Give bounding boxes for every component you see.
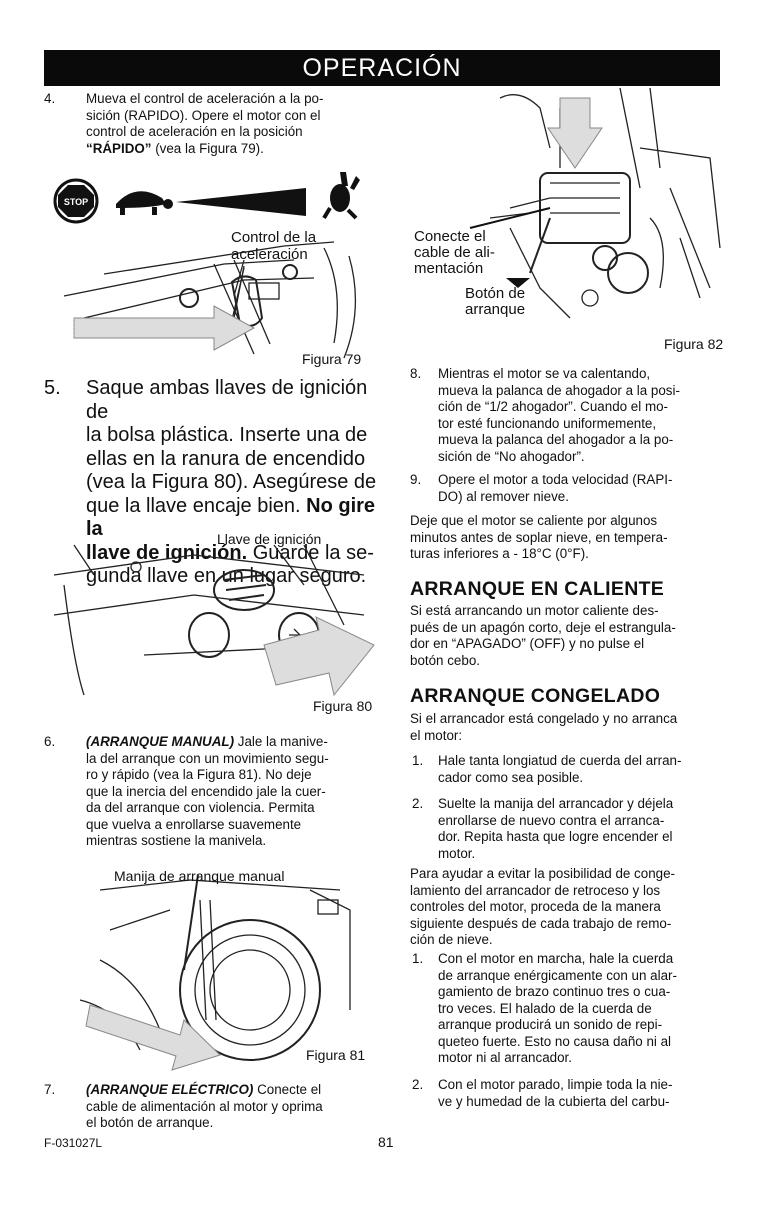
figure-79-label: Control de la aceleración <box>231 229 317 263</box>
stop-icon <box>55 180 97 222</box>
step-9-number: 9. <box>410 472 422 487</box>
figure-79-caption: Figura 79 <box>302 351 362 367</box>
figure-82-label-start-button: Botón de arranque <box>465 285 526 318</box>
hot-start-paragraph: Si está arrancando un motor caliente des- pués de un apagón corto, deje el estrangula- dor en “APAGADO” (OFF) y no pulse el botón cebo. <box>410 603 676 668</box>
page-number: 81 <box>378 1134 394 1150</box>
step-8-number: 8. <box>410 366 422 381</box>
step-7-text: (ARRANQUE ELÉCTRICO) Conecte el cable de alimentación al motor y oprima el botón de arranque. <box>86 1082 323 1130</box>
figure-82-label-power-cord: Conecte el cable de ali- mentación <box>414 228 495 277</box>
speed-wedge-icon <box>176 188 306 216</box>
prevent-step-1-text: Con el motor en marcha, hale la cuerda de arranque enérgicamente con un alar- gamiento de brazo continuo tres o cua- tro veces. El halado de la cuerda de arranque producirá un sonido de repi- queteo fuerte. Esto no causa daño ni al motor ni al arrancador. <box>438 951 677 1065</box>
frozen-start-heading: ARRANQUE CONGELADO <box>410 685 661 707</box>
step-4-number: 4. <box>44 91 56 106</box>
step-5-text: Saque ambas llaves de ignición de la bolsa plástica. Inserte una de ellas en la ranura de encendido (vea la Figura 80). Asegúrese de que la llave encaje bien. No gire la llave de ignición. Guarde la se- gunda llave en un lugar seguro. <box>86 377 377 587</box>
frozen-step-1-number: 1. <box>412 753 424 768</box>
hot-start-heading: ARRANQUE EN CALIENTE <box>410 578 665 600</box>
document-code: F-031027L <box>44 1136 103 1150</box>
turtle-icon <box>116 191 173 215</box>
prevent-step-2-text: Con el motor parado, limpie toda la nie- ve y humedad de la cubierta del carbu- <box>438 1077 673 1109</box>
svg-text:STOP: STOP <box>63 197 89 207</box>
figure-81-caption: Figura 81 <box>306 1047 366 1063</box>
figure-80-caption: Figura 80 <box>313 698 373 714</box>
figure-81-label: Manija de arranque manual <box>114 868 285 884</box>
figure-82-illustration <box>410 88 730 340</box>
frozen-step-1-text: Hale tanta longiatud de cuerda del arran- cador como sea posible. <box>438 753 682 785</box>
prevent-step-1-number: 1. <box>412 951 424 966</box>
prevent-step-2-number: 2. <box>412 1077 424 1092</box>
step-5-number: 5. <box>44 377 61 399</box>
step-6-number: 6. <box>44 734 56 749</box>
figure-81-illustration <box>80 870 380 1070</box>
step-4-text: Mueva el control de aceleración a la po- sición (RAPIDO). Opere el motor con el control de aceleración en la posición “RÁPIDO” (vea la Figura 79). <box>86 91 324 156</box>
step-8-text: Mientras el motor se va calentando, mueva la palanca de ahogador a la posi- ción de “1/2 ahogador”. Cuando el mo- tor esté funcionando uniformemente, mueva la palanca del ahogador a la po- sición de “No ahogador”. <box>438 366 680 464</box>
figure-80-label: Llave de ignición <box>217 531 322 547</box>
figure-82-caption: Figura 82 <box>664 336 724 352</box>
step-9-text: Opere el motor a toda velocidad (RAPI- DO) al remover nieve. <box>438 472 673 504</box>
figure-79-illustration <box>44 168 384 373</box>
step-6-text: (ARRANQUE MANUAL) Jale la manive- la del arranque con un movimiento segu- ro y rápido (vea la Figura 81). No deje que la inercia del encendido jale la cuer- da del arranque con violencia. Permita que vuelva a enrollarse suavemente mientras sostiene la manivela. <box>86 734 329 848</box>
section-banner: OPERACIÓN <box>44 50 720 86</box>
frozen-step-2-number: 2. <box>412 796 424 811</box>
rabbit-icon <box>324 172 360 218</box>
frozen-step-2-text: Suelte la manija del arrancador y déjela enrollarse de nuevo contra el arranca- dor. Repita hasta que logre encender el motor. <box>438 796 674 861</box>
prevent-paragraph: Para ayudar a evitar la posibilidad de conge- lamiento del arrancador de retroceso y los controles del motor, proceda de la manera siguiente después de cada trabajo de remo- ción de nieve. <box>410 866 676 947</box>
warmup-paragraph: Deje que el motor se caliente por algunos minutos antes de soplar nieve, en tempera- turas inferiores a - 18°C (0°F). <box>410 513 668 561</box>
step-7-number: 7. <box>44 1082 56 1097</box>
figure-80-illustration <box>44 545 384 705</box>
frozen-intro: Si el arrancador está congelado y no arranca el motor: <box>410 711 678 743</box>
